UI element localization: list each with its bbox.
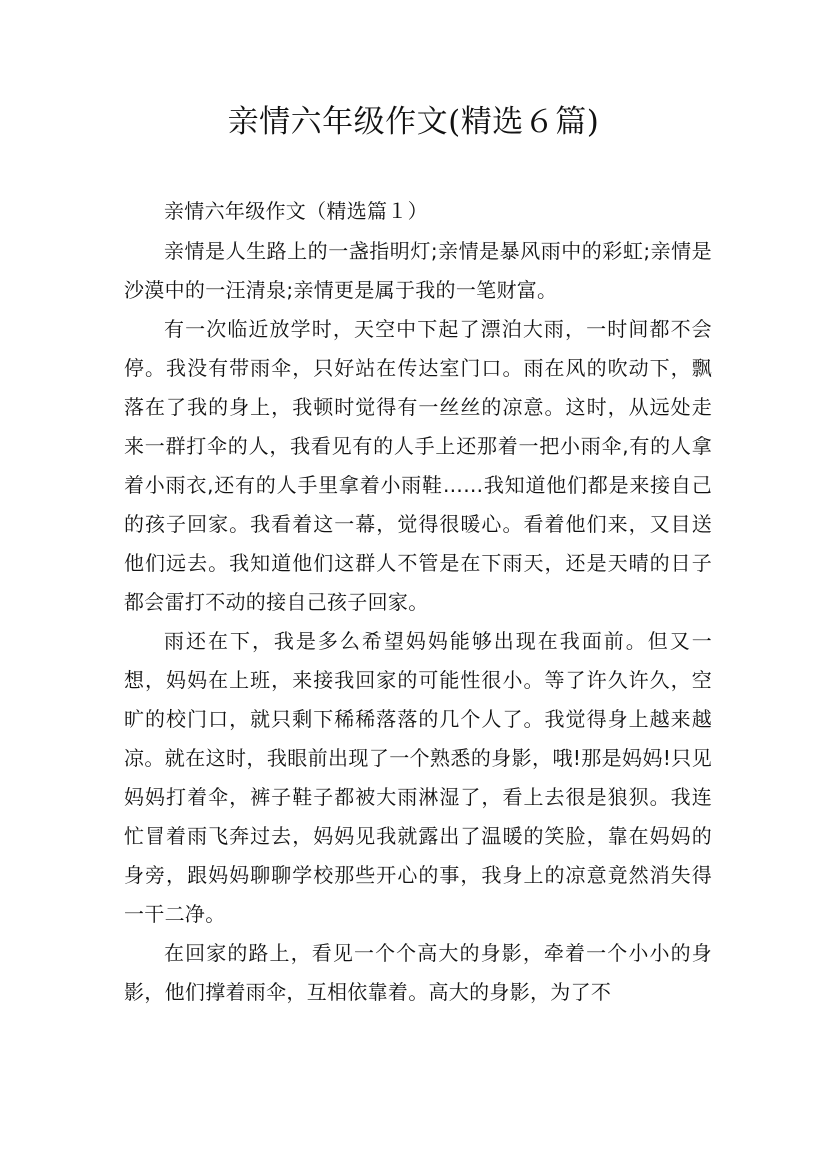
paragraph-2: 有一次临近放学时，天空中下起了漂泊大雨，一时间都不会停。我没有带雨伞，只好站在传达室门口。雨在风的吹动下，飘落在了我的身上，我顿时觉得有一丝丝的凉意。这时，从远处走来一群打伞的人，我看见有的人手上还那着一把小雨伞,有的人拿着小雨衣,还有的人手里拿着小雨鞋……我知道他们都是来接自己的孩子回家。我看着这一幕，觉得很暖心。看着他们来，又目送他们远去。我知道他们这群人不管是在下雨天，还是天晴的日子都会雷打不动的接自己孩子回家。 — [124, 317, 712, 614]
document-title: 亲情六年级作文(精选６篇) — [227, 104, 600, 140]
paragraph-3: 雨还在下，我是多么希望妈妈能够出现在我面前。但又一想，妈妈在上班，来接我回家的可能性很小。等了许久许久，空旷的校门口，就只剩下稀稀落落的几个人了。我觉得身上越来越凉。就在这时，我眼前出现了一个熟悉的身影，哦!那是妈妈!只见妈妈打着伞，裤子鞋子都被大雨淋湿了，看上去很是狼狈。我连忙冒着雨飞奔过去，妈妈见我就露出了温暖的笑脸，靠在妈妈的身旁，跟妈妈聊聊学校那些开心的事，我身上的凉意竟然消失得一干二净。 — [124, 629, 712, 926]
paragraph-1: 亲情是人生路上的一盏指明灯;亲情是暴风雨中的彩虹;亲情是沙漠中的一汪清泉;亲情更是属于我的一笔财富。 — [124, 239, 712, 302]
section-heading: 亲情六年级作文（精选篇１） — [164, 199, 428, 223]
document-body — [124, 192, 712, 1012]
paragraph-4: 在回家的路上，看见一个个高大的身影，牵着一个小小的身影，他们撑着雨伞，互相依靠着。高大的身影，为了不 — [124, 941, 712, 1004]
